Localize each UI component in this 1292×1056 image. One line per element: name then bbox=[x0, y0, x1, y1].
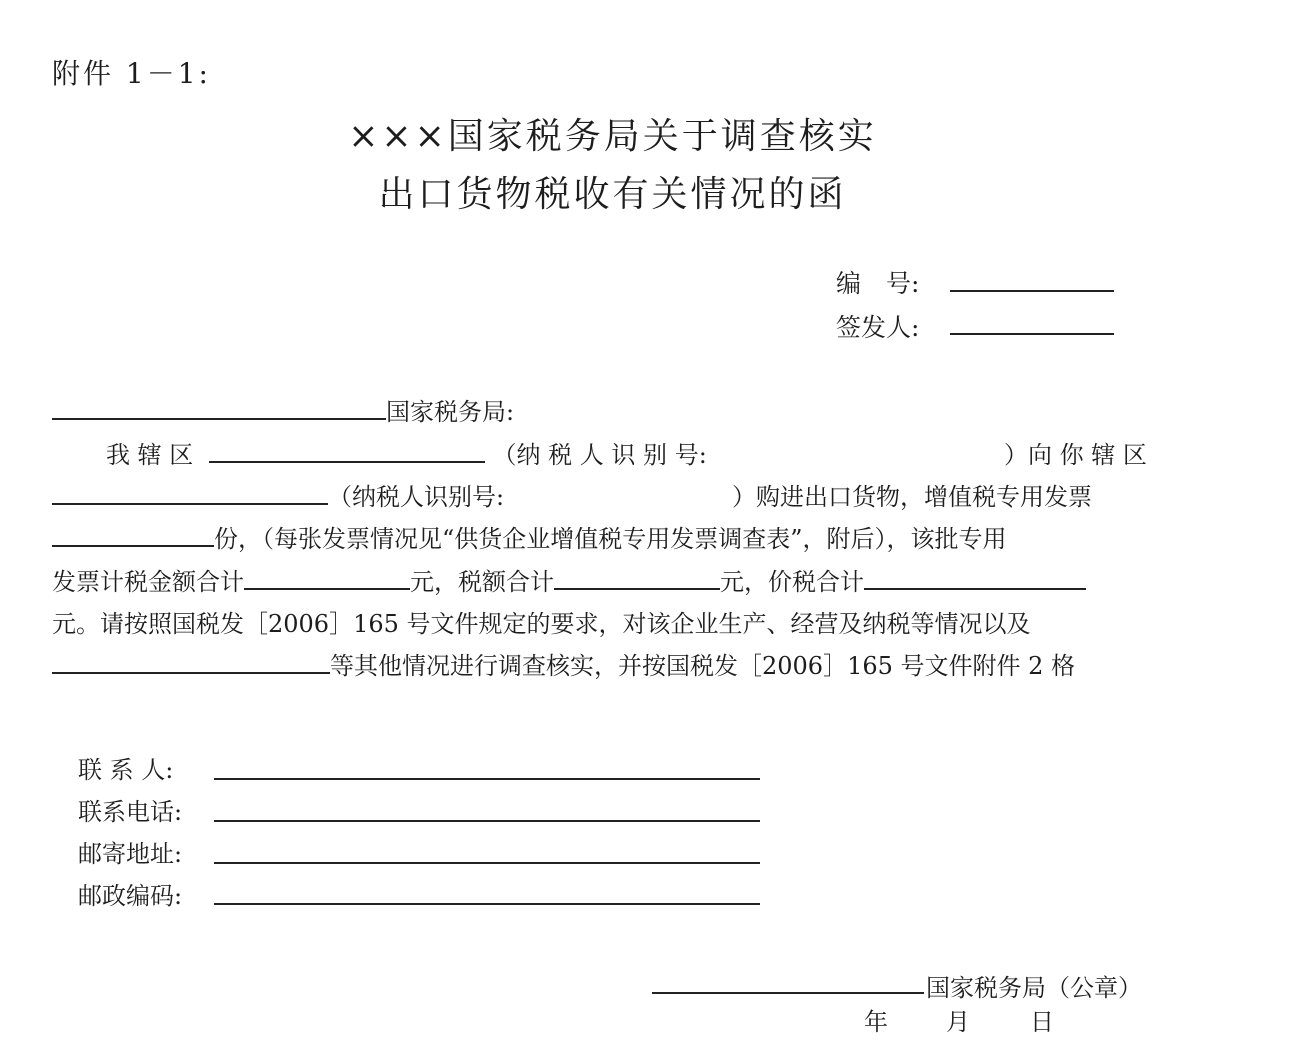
body-line-1-end: ）向 你 辖 区 bbox=[1004, 441, 1147, 469]
body-line-2 bbox=[52, 477, 504, 512]
document-title-line-2: 出口货物税收有关情况的函 bbox=[378, 174, 847, 215]
other-matters-blank[interactable] bbox=[52, 650, 330, 674]
body-line-4-a: 发票计税金额合计 bbox=[52, 568, 244, 596]
signing-bureau-blank[interactable] bbox=[652, 992, 924, 994]
date-month: 月 bbox=[946, 1008, 970, 1036]
body-line-5: 元。请按照国税发［2006］165 号文件规定的要求，对该企业生产、经营及纳税等情况以及 bbox=[52, 610, 1031, 638]
bureau-seal-text: 国家税务局（公章） bbox=[926, 974, 1142, 1002]
date-year: 年 bbox=[864, 1008, 888, 1036]
body-line-6-text: 等其他情况进行调查核实，并按国税发［2006］165 号文件附件 2 格 bbox=[330, 652, 1076, 680]
amount-blank[interactable] bbox=[244, 566, 410, 590]
body-line-3-text: 份，（每张发票情况见“供货企业增值税专用发票调查表”，附后），该批专用 bbox=[214, 525, 1007, 553]
body-line-3 bbox=[52, 519, 1007, 554]
mailing-address-label: 邮寄地址: bbox=[78, 840, 183, 868]
issuer-field[interactable] bbox=[950, 333, 1114, 335]
postcode-label: 邮政编码: bbox=[78, 882, 183, 910]
body-line-4 bbox=[52, 562, 1086, 597]
addressee-text: 国家税务局: bbox=[386, 398, 515, 426]
contact-person-field[interactable] bbox=[214, 778, 760, 780]
body-line-4-c: 元，价税合计 bbox=[720, 568, 864, 596]
body-line-4-b: 元，税额合计 bbox=[410, 568, 554, 596]
invoice-count-blank[interactable] bbox=[52, 523, 214, 547]
issuer-label: 签发人: bbox=[836, 313, 920, 342]
contact-phone-field[interactable] bbox=[214, 820, 760, 822]
addressee-line bbox=[52, 392, 514, 427]
date-day: 日 bbox=[1030, 1008, 1054, 1036]
contact-phone-label: 联系电话: bbox=[78, 798, 183, 826]
body-line-6 bbox=[52, 646, 1075, 681]
body-line-1 bbox=[106, 435, 707, 470]
annex-label: 附件 1－1: bbox=[52, 57, 211, 90]
body-line-1-a: 我 辖 区 bbox=[106, 441, 194, 469]
postcode-field[interactable] bbox=[214, 903, 760, 905]
body-line-2-end: ）购进出口货物，增值税专用发票 bbox=[732, 483, 1092, 511]
body-line-2-a: （纳税人识别号: bbox=[328, 483, 505, 511]
total-blank[interactable] bbox=[864, 566, 1086, 590]
supplier-blank[interactable] bbox=[52, 481, 328, 505]
tax-blank[interactable] bbox=[554, 566, 720, 590]
number-label: 编 号: bbox=[836, 269, 920, 298]
contact-person-label: 联 系 人: bbox=[78, 756, 174, 784]
body-line-1-b: （纳 税 人 识 别 号: bbox=[492, 441, 707, 469]
mailing-address-field[interactable] bbox=[214, 862, 760, 864]
district-blank[interactable] bbox=[209, 439, 485, 463]
document-title-line-1: ×××国家税务局关于调查核实 bbox=[348, 116, 877, 157]
addressee-blank[interactable] bbox=[52, 396, 386, 420]
number-field[interactable] bbox=[950, 290, 1114, 292]
